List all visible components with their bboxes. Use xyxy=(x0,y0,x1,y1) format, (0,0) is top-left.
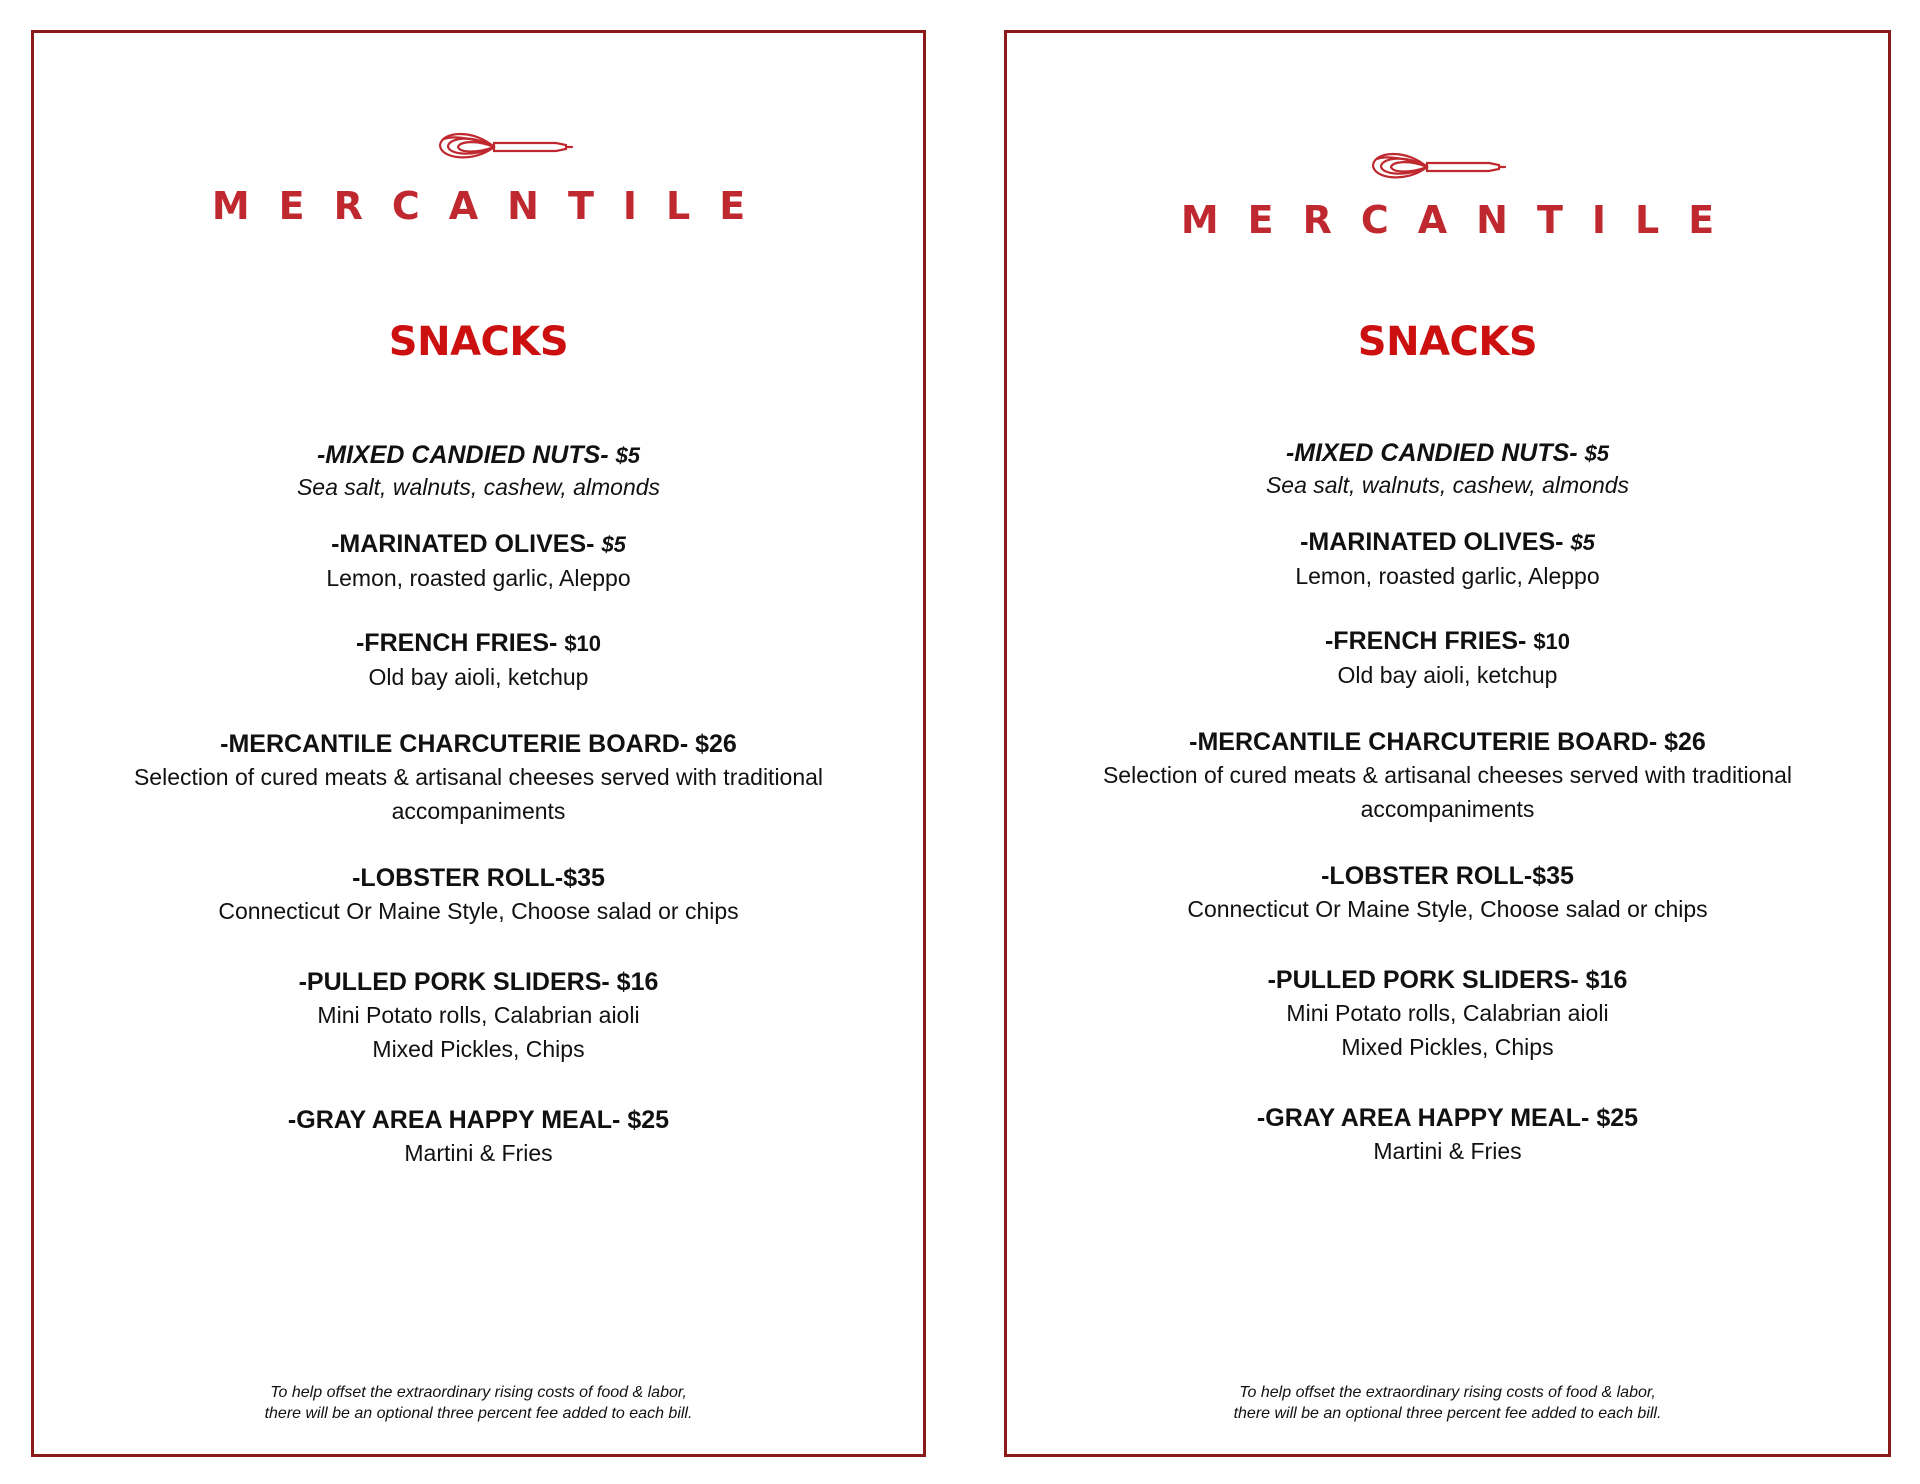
item-name: -FRENCH FRIES- $10 xyxy=(355,629,602,657)
item-price: $10 xyxy=(564,631,602,656)
item-description: Mini Potato rolls, Calabrian aioli xyxy=(1286,1000,1609,1026)
item-price: $16 xyxy=(1585,966,1628,994)
item-name: -GRAY AREA HAPPY MEAL- $25 xyxy=(287,1106,670,1134)
menu-item xyxy=(1007,964,1888,1064)
brand-wordmark: MERCANTILE xyxy=(1180,198,1744,242)
menu-item xyxy=(1007,726,1888,826)
item-description: Mixed Pickles, Chips xyxy=(372,1036,585,1062)
item-name: -MERCANTILE CHARCUTERIE BOARD- $26 xyxy=(1189,728,1706,756)
item-name: -GRAY AREA HAPPY MEAL- $25 xyxy=(1256,1104,1639,1132)
item-description: Martini & Fries xyxy=(1373,1138,1522,1164)
menu-items xyxy=(1007,437,1888,1168)
item-price: $35 xyxy=(1532,862,1574,890)
item-description: Connecticut Or Maine Style, Choose salad or chips xyxy=(218,898,739,924)
item-description: Mini Potato rolls, Calabrian aioli xyxy=(317,1002,640,1028)
menu-item xyxy=(1007,1102,1888,1168)
item-price: $26 xyxy=(1664,728,1706,756)
item-price: $25 xyxy=(627,1106,670,1134)
item-price: $10 xyxy=(1533,629,1571,654)
item-price: $5 xyxy=(1570,530,1595,555)
item-price: $5 xyxy=(1584,441,1610,466)
fee-notice xyxy=(34,1382,923,1424)
fee-notice xyxy=(1007,1382,1888,1424)
item-name: -MIXED CANDIED NUTS- $5 xyxy=(316,441,641,469)
item-description: Old bay aioli, ketchup xyxy=(1337,662,1558,688)
fee-notice-line: there will be an optional three percent fee added to each bill. xyxy=(264,1405,693,1422)
menu-item xyxy=(1007,860,1888,926)
item-price: $35 xyxy=(563,864,605,892)
item-description: Mixed Pickles, Chips xyxy=(1341,1034,1554,1060)
menu-item xyxy=(1007,437,1888,500)
section-title: SNACKS xyxy=(1357,319,1538,365)
brand-logo xyxy=(1007,145,1888,242)
menu-item xyxy=(34,627,923,694)
whisk-icon xyxy=(434,125,574,169)
menu-card-left xyxy=(31,30,926,1457)
item-price: $5 xyxy=(601,532,626,557)
item-description: Sea salt, walnuts, cashew, almonds xyxy=(1265,472,1630,498)
menu-item xyxy=(34,439,923,502)
item-description: Lemon, roasted garlic, Aleppo xyxy=(326,565,631,591)
item-name: -MARINATED OLIVES- $5 xyxy=(331,530,626,558)
fee-notice-line: To help offset the extraordinary rising costs of food & labor, xyxy=(270,1384,687,1401)
menu-item xyxy=(34,966,923,1066)
item-name: -LOBSTER ROLL-$35 xyxy=(352,864,605,892)
menu-card-right xyxy=(1004,30,1891,1457)
section-title: SNACKS xyxy=(388,319,569,365)
item-name: -MERCANTILE CHARCUTERIE BOARD- $26 xyxy=(220,730,737,758)
item-description: Selection of cured meats & artisanal cheeses served with traditional accompaniments xyxy=(133,764,824,824)
item-price: $16 xyxy=(616,968,659,996)
menu-items xyxy=(34,439,923,1170)
brand-wordmark: MERCANTILE xyxy=(211,184,775,228)
menu-item xyxy=(34,862,923,928)
fee-notice-line: there will be an optional three percent fee added to each bill. xyxy=(1233,1405,1662,1422)
item-price: $25 xyxy=(1596,1104,1639,1132)
item-description: Selection of cured meats & artisanal cheeses served with traditional accompaniments xyxy=(1102,762,1793,822)
item-price: $5 xyxy=(615,443,641,468)
menu-item xyxy=(34,728,923,828)
item-description: Martini & Fries xyxy=(404,1140,553,1166)
item-name: -MARINATED OLIVES- $5 xyxy=(1300,528,1595,556)
item-name: -FRENCH FRIES- $10 xyxy=(1324,627,1571,655)
item-name: -PULLED PORK SLIDERS- $16 xyxy=(1267,966,1628,994)
menu-item xyxy=(1007,625,1888,692)
item-name: -PULLED PORK SLIDERS- $16 xyxy=(298,968,659,996)
fee-notice-line: To help offset the extraordinary rising costs of food & labor, xyxy=(1239,1384,1656,1401)
item-description: Lemon, roasted garlic, Aleppo xyxy=(1295,563,1600,589)
item-description: Old bay aioli, ketchup xyxy=(368,664,589,690)
item-price: $26 xyxy=(695,730,737,758)
menu-item xyxy=(34,1104,923,1170)
item-description: Sea salt, walnuts, cashew, almonds xyxy=(296,474,661,500)
menu-item xyxy=(1007,526,1888,593)
item-description: Connecticut Or Maine Style, Choose salad or chips xyxy=(1187,896,1708,922)
brand-logo xyxy=(34,125,923,228)
item-name: -LOBSTER ROLL-$35 xyxy=(1321,862,1574,890)
whisk-icon xyxy=(1367,145,1507,189)
menu-item xyxy=(34,528,923,595)
item-name: -MIXED CANDIED NUTS- $5 xyxy=(1285,439,1610,467)
